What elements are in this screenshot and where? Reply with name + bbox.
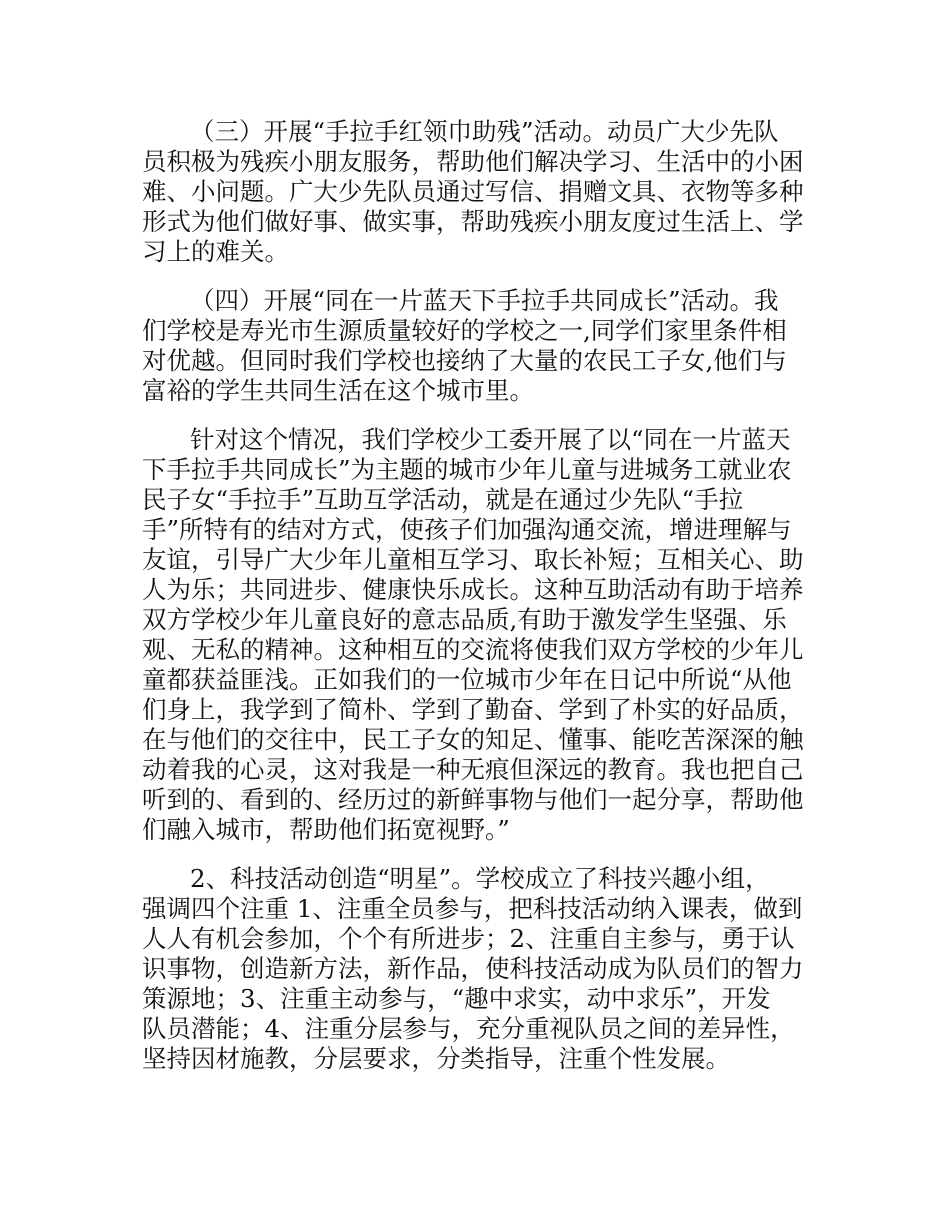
text-line: 民子女“手拉手”互助互学活动，就是在通过少先队“手拉 (142, 485, 744, 514)
text-line: 听到的、看到的、经历过的新鲜事物与他们一起分享，帮助他 (142, 785, 804, 814)
text-line: 针对这个情况，我们学校少工委开展了以“同在一片蓝天 (190, 425, 791, 454)
text-line: 双方学校少年儿童良好的意志品质,有助于激发学生坚强、乐 (142, 605, 787, 634)
text-line: 富裕的学生共同生活在这个城市里。 (142, 376, 534, 405)
text-line: 友谊，引导广大少年儿童相互学习、取长补短；互相关心、助 (142, 545, 804, 574)
text-line: 在与他们的交往中，民工子女的知足、懂事、能吃苦深深的触 (142, 725, 804, 754)
text-line: 员积极为残疾小朋友服务，帮助他们解决学习、生活中的小困 (142, 147, 804, 176)
text-line: 2、科技活动创造“明星”。学校成立了科技兴趣小组， (190, 864, 770, 893)
text-line: 动着我的心灵，这对我是一种无痕但深远的教育。我也把自己 (142, 755, 804, 784)
text-line: 强调四个注重 1、注重全员参与，把科技活动纳入课表，做到 (142, 894, 803, 923)
text-line: 队员潜能；4、注重分层参与，充分重视队员之间的差异性， (142, 1014, 795, 1043)
text-line: 观、无私的精神。这种相互的交流将使我们双方学校的少年儿 (142, 635, 804, 664)
text-line: 策源地；3、注重主动参与，“趣中求实，动中求乐”，开发 (142, 984, 771, 1013)
text-line: 人为乐；共同进步、健康快乐成长。这种互助活动有助于培养 (142, 575, 804, 604)
text-line: 对优越。但同时我们学校也接纳了大量的农民工子女,他们与 (142, 346, 787, 375)
text-line: 手”所特有的结对方式，使孩子们加强沟通交流，增进理解与 (142, 515, 792, 544)
text-line: （三）开展“手拉手红领巾助残”活动。动员广大少先队 (190, 117, 779, 146)
text-line: 习上的难关。 (142, 237, 289, 266)
text-line: 下手拉手共同成长”为主题的城市少年儿童与进城务工就业农 (142, 455, 792, 484)
text-line: 难、小问题。广大少先队员通过写信、捐赠文具、衣物等多种 (142, 177, 804, 206)
text-line: 人人有机会参加，个个有所进步；2、注重自主参与，勇于认 (142, 924, 795, 953)
text-line: 识事物，创造新方法，新作品，使科技活动成为队员们的智力 (142, 954, 804, 983)
text-line: （四）开展“同在一片蓝天下手拉手共同成长”活动。我 (190, 286, 779, 315)
text-line: 坚持因材施教，分层要求，分类指导，注重个性发展。 (142, 1044, 730, 1073)
text-line: 童都获益匪浅。正如我们的一位城市少年在日记中所说“从他 (142, 665, 792, 694)
text-line: 们融入城市，帮助他们拓宽视野。” (142, 815, 510, 844)
text-line: 们学校是寿光市生源质量较好的学校之一,同学们家里条件相 (142, 316, 787, 345)
text-line: 形式为他们做好事、做实事，帮助残疾小朋友度过生活上、学 (142, 207, 804, 236)
text-line: 们身上，我学到了简朴、学到了勤奋、学到了朴实的好品质， (142, 695, 804, 724)
